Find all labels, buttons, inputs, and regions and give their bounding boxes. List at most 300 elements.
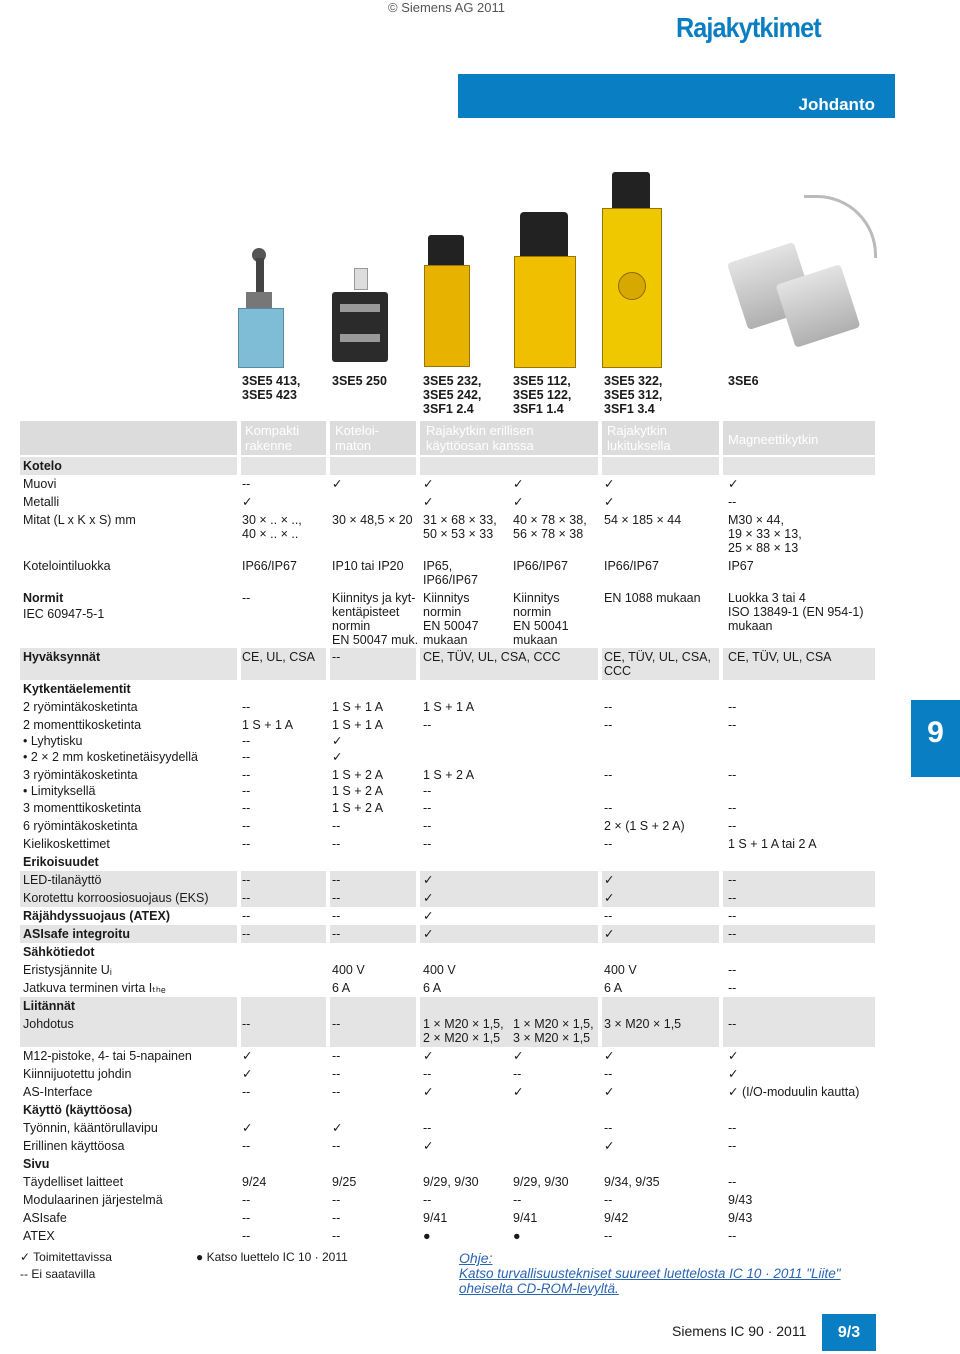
column-separator (598, 871, 602, 889)
row-label: 6 ryömintäkosketinta (23, 819, 138, 833)
row-label: Modulaarinen järjestelmä (23, 1193, 163, 1207)
table-cell: -- (242, 700, 251, 714)
row-label: Sivu (23, 1157, 50, 1171)
table-cell: 40 × 78 × 38, 56 × 78 × 38 (513, 513, 587, 541)
table-cell: 6 A (604, 981, 623, 995)
table-row (20, 782, 875, 799)
row-label: Jatkuva terminen virta Iₜₕₑ (23, 981, 166, 995)
row-label: Johdotus (23, 1017, 74, 1031)
table-cell: -- (728, 1229, 737, 1243)
table-cell: ✓ (604, 1139, 615, 1153)
column-separator (598, 997, 602, 1015)
table-cell: -- (604, 1193, 613, 1207)
column-separator (237, 871, 241, 889)
product-name: 3SE5 112, 3SE5 122, 3SF1 1.4 (513, 374, 572, 416)
column-separator (416, 871, 420, 889)
table-cell: CE, UL, CSA (242, 650, 315, 664)
table-cell: -- (604, 909, 613, 923)
table-cell: -- (728, 927, 737, 941)
column-separator (416, 925, 420, 943)
table-cell: ✓ (728, 1049, 739, 1063)
table-cell: ✓ (423, 1085, 434, 1099)
column-separator (598, 925, 602, 943)
table-cell: 54 × 185 × 44 (604, 513, 682, 527)
table-row (20, 475, 875, 493)
table-cell: -- (423, 801, 432, 815)
table-cell: 1 S + 2 A (332, 768, 384, 782)
table-cell: 9/25 (332, 1175, 357, 1189)
row-label: Erikoisuudet (23, 855, 99, 869)
table-cell: ✓ (242, 495, 253, 509)
table-cell: ✓ (604, 891, 615, 905)
table-cell: ✓ (423, 477, 434, 491)
group-label: Rajakytkin erillisen käyttöosan kanssa (426, 423, 534, 453)
table-cell: -- (332, 1067, 341, 1081)
group-separator (598, 421, 602, 455)
row-label: Sähkötiedot (23, 945, 95, 959)
product-image-open (330, 268, 390, 366)
row-label: M12-pistoke, 4- tai 5-napainen (23, 1049, 192, 1063)
table-row (20, 907, 875, 925)
product-image-interlock (598, 172, 664, 368)
table-cell: -- (423, 784, 432, 798)
column-separator (719, 648, 723, 680)
row-label: Liitännät (23, 999, 76, 1013)
row-sublabel: IEC 60947-5-1 (23, 607, 105, 621)
row-label: Käyttö (käyttöosa) (23, 1103, 133, 1117)
product-image-separate-plastic (420, 235, 472, 367)
table-cell: -- (332, 1193, 341, 1207)
chapter-tab (911, 700, 960, 777)
table-cell: -- (423, 837, 432, 851)
product-name: 3SE5 250 (332, 374, 387, 388)
table-cell: ✓ (423, 1139, 434, 1153)
table-cell: -- (728, 495, 737, 509)
table-cell: ✓ (332, 477, 343, 491)
table-cell: 1 S + 1 A (332, 718, 384, 732)
table-cell: 9/34, 9/35 (604, 1175, 660, 1189)
table-cell: -- (332, 819, 341, 833)
table-cell: ✓ (604, 1049, 615, 1063)
legend-available: ✓ Toimitettavissa (20, 1250, 112, 1264)
table-row (20, 1065, 875, 1083)
table-cell: Luokka 3 tai 4 ISO 13849-1 (EN 954-1) mukaan (728, 591, 864, 633)
column-separator (719, 871, 723, 889)
table-cell: ✓ (513, 477, 524, 491)
table-cell: EN 1088 mukaan (604, 591, 701, 605)
table-cell: Kiinnitys normin EN 50041 mukaan (513, 591, 569, 647)
row-label: 2 momenttikosketinta (23, 718, 142, 732)
table-row (20, 1137, 875, 1155)
table-cell: -- (332, 873, 341, 887)
table-cell: 9/24 (242, 1175, 267, 1189)
group-label: Magneettikytkin (728, 432, 819, 447)
table-row (20, 1101, 875, 1119)
row-label: Normit (23, 591, 64, 605)
table-cell: ✓ (423, 891, 434, 905)
table-cell: -- (242, 1139, 251, 1153)
table-row (20, 698, 875, 716)
table-cell: -- (728, 891, 737, 905)
group-separator (416, 421, 420, 455)
table-cell: -- (332, 1049, 341, 1063)
table-cell: -- (728, 1175, 737, 1189)
row-label: 3 ryömintäkosketinta (23, 768, 138, 782)
product-name: 3SE5 322, 3SE5 312, 3SF1 3.4 (604, 374, 663, 416)
table-cell: -- (242, 801, 251, 815)
column-separator (326, 889, 330, 907)
table-cell: 9/43 (728, 1193, 753, 1207)
row-label: Metalli (23, 495, 60, 509)
row-label: Täydelliset laitteet (23, 1175, 124, 1189)
table-cell: -- (728, 873, 737, 887)
row-label: Kiinnijuotettu johdin (23, 1067, 132, 1081)
table-cell: 2 × (1 S + 2 A) (604, 819, 685, 833)
table-cell: -- (242, 1211, 251, 1225)
table-row (20, 1015, 875, 1047)
copyright: © Siemens AG 2011 (388, 0, 506, 15)
table-cell: 9/41 (423, 1211, 448, 1225)
table-row (20, 979, 875, 997)
table-cell: CE, TÜV, UL, CSA, CCC (423, 650, 561, 664)
column-separator (598, 457, 602, 475)
table-cell: -- (242, 837, 251, 851)
table-cell: -- (242, 873, 251, 887)
table-row (20, 748, 875, 766)
table-cell: -- (332, 1139, 341, 1153)
table-row (20, 997, 875, 1015)
column-separator (416, 997, 420, 1015)
table-row (20, 1173, 875, 1191)
column-separator (719, 889, 723, 907)
table-row (20, 1227, 875, 1245)
table-row (20, 853, 875, 871)
table-cell: ✓ (728, 477, 739, 491)
table-cell: ✓ (513, 495, 524, 509)
table-cell: 400 V (332, 963, 365, 977)
row-label: 3 momenttikosketinta (23, 801, 142, 815)
table-cell: -- (332, 837, 341, 851)
table-cell: -- (332, 1229, 341, 1243)
table-cell: 9/41 (513, 1211, 538, 1225)
table-row (20, 457, 875, 475)
table-cell: -- (242, 768, 251, 782)
column-separator (237, 925, 241, 943)
product-image-separate-metal (510, 212, 578, 368)
table-cell: ✓ (423, 1049, 434, 1063)
column-separator (237, 997, 241, 1015)
table-cell: -- (513, 1193, 522, 1207)
table-cell: -- (728, 963, 737, 977)
table-cell: ✓ (604, 1085, 615, 1099)
note-title: Ohje: (459, 1250, 493, 1266)
table-cell: 30 × 48,5 × 20 (332, 513, 413, 527)
table-cell: -- (604, 768, 613, 782)
table-cell: -- (728, 1121, 737, 1135)
table-row (20, 511, 875, 557)
table-cell: ✓ (242, 1049, 253, 1063)
column-separator (326, 1015, 330, 1047)
table-cell: -- (728, 801, 737, 815)
table-cell: Kiinnitys normin EN 50047 mukaan (423, 591, 479, 647)
table-row (20, 925, 875, 943)
table-row (20, 817, 875, 835)
table-cell: 1 S + 1 A tai 2 A (728, 837, 817, 851)
table-cell: -- (604, 837, 613, 851)
table-cell: 9/43 (728, 1211, 753, 1225)
group-separator (237, 421, 241, 455)
table-cell: 3 × M20 × 1,5 (604, 1017, 682, 1031)
row-label: Räjähdyssuojaus (ATEX) (23, 909, 171, 923)
row-label: LED-tilanäyttö (23, 873, 102, 887)
table-cell: IP10 tai IP20 (332, 559, 404, 573)
table-cell: -- (242, 750, 251, 764)
section-band (458, 74, 895, 118)
table-cell: -- (242, 477, 251, 491)
product-image-compact (236, 248, 292, 368)
table-cell: 31 × 68 × 33, 50 × 53 × 33 (423, 513, 497, 541)
row-label: Kytkentäelementit (23, 682, 131, 696)
row-label: Korotettu korroosiosuojaus (EKS) (23, 891, 209, 905)
table-cell: IP65, IP66/IP67 (423, 559, 478, 587)
table-cell: -- (242, 1017, 251, 1031)
table-cell: -- (332, 891, 341, 905)
table-cell: ✓ (423, 909, 434, 923)
table-row (20, 493, 875, 511)
table-cell: 1 × M20 × 1,5, 3 × M20 × 1,5 (513, 1017, 594, 1045)
table-row (20, 1191, 875, 1209)
table-cell: -- (604, 1067, 613, 1081)
table-cell: -- (242, 927, 251, 941)
table-cell: ✓ (423, 873, 434, 887)
column-separator (326, 871, 330, 889)
column-separator (416, 648, 420, 680)
column-separator (326, 457, 330, 475)
table-cell: 1 × M20 × 1,5, 2 × M20 × 1,5 (423, 1017, 504, 1045)
table-cell: -- (332, 1211, 341, 1225)
row-label: Kielikoskettimet (23, 837, 110, 851)
note-text: Katso turvallisuustekniset suureet luettelosta IC 10 · 2011 "Liite" oheiselta CD-ROM-levyltä. (459, 1266, 841, 1296)
table-cell: 1 S + 1 A (242, 718, 294, 732)
table-cell: -- (728, 768, 737, 782)
table-cell: ✓ (604, 927, 615, 941)
table-cell: -- (242, 591, 251, 605)
table-cell: 9/42 (604, 1211, 629, 1225)
table-cell: 1 S + 1 A (423, 700, 475, 714)
row-label: Kotelointiluokka (23, 559, 111, 573)
row-label: ASIsafe (23, 1211, 67, 1225)
column-separator (719, 1015, 723, 1047)
table-row (20, 557, 875, 589)
table-cell: ✓ (332, 750, 343, 764)
table-row (20, 589, 875, 648)
table-cell: -- (423, 819, 432, 833)
column-separator (237, 648, 241, 680)
table-cell: ● (513, 1229, 521, 1243)
table-cell: -- (604, 718, 613, 732)
table-row (20, 835, 875, 853)
table-cell: -- (728, 981, 737, 995)
table-cell: 400 V (423, 963, 456, 977)
row-label: Hyväksynnät (23, 650, 101, 664)
column-separator (326, 648, 330, 680)
table-cell: -- (332, 1017, 341, 1031)
column-separator (598, 648, 602, 680)
row-label: Mitat (L x K x S) mm (23, 513, 136, 527)
group-label: Koteloi- maton (335, 423, 380, 453)
product-name: 3SE6 (728, 374, 759, 388)
group-label: Kompakti rakenne (245, 423, 300, 453)
table-cell: ✓ (604, 873, 615, 887)
column-separator (598, 1015, 602, 1047)
product-image-magnetic (724, 195, 874, 365)
table-cell: CE, TÜV, UL, CSA, CCC (604, 650, 711, 678)
table-cell: 400 V (604, 963, 637, 977)
section-title: Johdanto (798, 95, 875, 114)
table-cell: 9/29, 9/30 (423, 1175, 479, 1189)
table-cell: ✓ (332, 1121, 343, 1135)
table-cell: -- (604, 700, 613, 714)
table-cell: IP66/IP67 (513, 559, 568, 573)
table-row (20, 732, 875, 748)
table-row (20, 766, 875, 782)
table-row (20, 871, 875, 889)
legend-catalog: ● Katso luettelo IC 10 · 2011 (196, 1250, 348, 1264)
table-cell: ✓ (423, 495, 434, 509)
table-cell: -- (332, 927, 341, 941)
row-label: Kotelo (23, 459, 62, 473)
table-cell: -- (728, 819, 737, 833)
table-cell: -- (332, 650, 341, 664)
table-row (20, 1209, 875, 1227)
table-row (20, 648, 875, 680)
page-reference: Siemens IC 90 · 2011 (672, 1323, 807, 1339)
table-cell: -- (242, 734, 251, 748)
table-cell: ✓ (513, 1085, 524, 1099)
group-separator (326, 421, 330, 455)
column-separator (326, 997, 330, 1015)
table-row (20, 889, 875, 907)
table-row (20, 943, 875, 961)
table-cell: ✓ (I/O-moduulin kautta) (728, 1085, 860, 1099)
table-cell: -- (242, 784, 251, 798)
group-separator (719, 421, 723, 455)
product-name: 3SE5 232, 3SE5 242, 3SF1 2.4 (423, 374, 482, 416)
row-label: ASIsafe integroitu (23, 927, 130, 941)
table-cell: -- (242, 819, 251, 833)
table-row (20, 1119, 875, 1137)
table-cell: IP66/IP67 (604, 559, 659, 573)
table-cell: CE, TÜV, UL, CSA (728, 650, 832, 664)
table-cell: 1 S + 2 A (423, 768, 475, 782)
table-cell: 1 S + 2 A (332, 784, 384, 798)
table-cell: ✓ (513, 1049, 524, 1063)
column-separator (598, 889, 602, 907)
table-cell: -- (513, 1067, 522, 1081)
table-cell: ✓ (242, 1121, 253, 1135)
row-label: Erillinen käyttöosa (23, 1139, 125, 1153)
table-row (20, 1047, 875, 1065)
table-cell: -- (728, 1017, 737, 1031)
row-label: Eristysjännite Uᵢ (23, 963, 112, 977)
row-label: Työnnin, kääntörullavipu (23, 1121, 158, 1135)
table-cell: -- (423, 718, 432, 732)
table-cell: 9/29, 9/30 (513, 1175, 569, 1189)
row-label: • Limityksellä (23, 784, 96, 798)
table-cell: -- (728, 718, 737, 732)
table-cell: 6 A (423, 981, 442, 995)
table-cell: M30 × 44, 19 × 33 × 13, 25 × 88 × 13 (728, 513, 802, 555)
table-cell: IP66/IP67 (242, 559, 297, 573)
table-cell: 6 A (332, 981, 351, 995)
row-label: AS-Interface (23, 1085, 93, 1099)
column-separator (719, 997, 723, 1015)
column-separator (237, 889, 241, 907)
table-cell: -- (604, 1229, 613, 1243)
table-cell: ✓ (423, 927, 434, 941)
column-separator (416, 457, 420, 475)
table-cell: IP67 (728, 559, 754, 573)
row-label: • Lyhytisku (23, 734, 83, 748)
table-row (20, 716, 875, 732)
table-cell: -- (242, 1085, 251, 1099)
column-separator (326, 925, 330, 943)
row-label: 2 ryömintäkosketinta (23, 700, 138, 714)
table-cell: ✓ (332, 734, 343, 748)
table-cell: -- (242, 909, 251, 923)
table-cell: -- (728, 1139, 737, 1153)
table-cell: -- (423, 1193, 432, 1207)
table-cell: ✓ (728, 1067, 739, 1081)
column-separator (719, 925, 723, 943)
column-separator (719, 457, 723, 475)
table-cell: -- (242, 1229, 251, 1243)
table-cell: -- (604, 1121, 613, 1135)
column-separator (237, 1015, 241, 1047)
product-name: 3SE5 413, 3SE5 423 (242, 374, 301, 402)
table-row (20, 680, 875, 698)
table-row (20, 961, 875, 979)
column-separator (416, 1015, 420, 1047)
chapter-number: 9 (927, 716, 944, 749)
column-separator (416, 889, 420, 907)
table-row (20, 1155, 875, 1173)
page-title: Rajakytkimet (676, 12, 821, 43)
table-row (20, 1083, 875, 1101)
table-cell: -- (332, 909, 341, 923)
column-separator (237, 457, 241, 475)
table-cell: ● (423, 1229, 431, 1243)
table-cell: -- (728, 700, 737, 714)
table-cell: -- (242, 891, 251, 905)
table-cell: -- (423, 1067, 432, 1081)
table-cell: 1 S + 1 A (332, 700, 384, 714)
table-cell: -- (242, 1193, 251, 1207)
table-cell: 30 × .. × .., 40 × .. × .. (242, 513, 302, 541)
table-cell: -- (728, 909, 737, 923)
table-cell: -- (423, 1121, 432, 1135)
row-label: ATEX (23, 1229, 55, 1243)
page-number: 9/3 (822, 1314, 876, 1351)
group-label: Rajakytkin lukituksella (607, 423, 671, 453)
table-cell: 1 S + 2 A (332, 801, 384, 815)
row-label: Muovi (23, 477, 57, 491)
table-cell: Kiinnitys ja kyt- kentäpisteet normin EN 50047 muk. (332, 591, 419, 647)
row-label: • 2 × 2 mm kosketinetäisyydellä (23, 750, 198, 764)
table-row (20, 799, 875, 817)
table-cell: -- (332, 1085, 341, 1099)
table-cell: -- (604, 801, 613, 815)
